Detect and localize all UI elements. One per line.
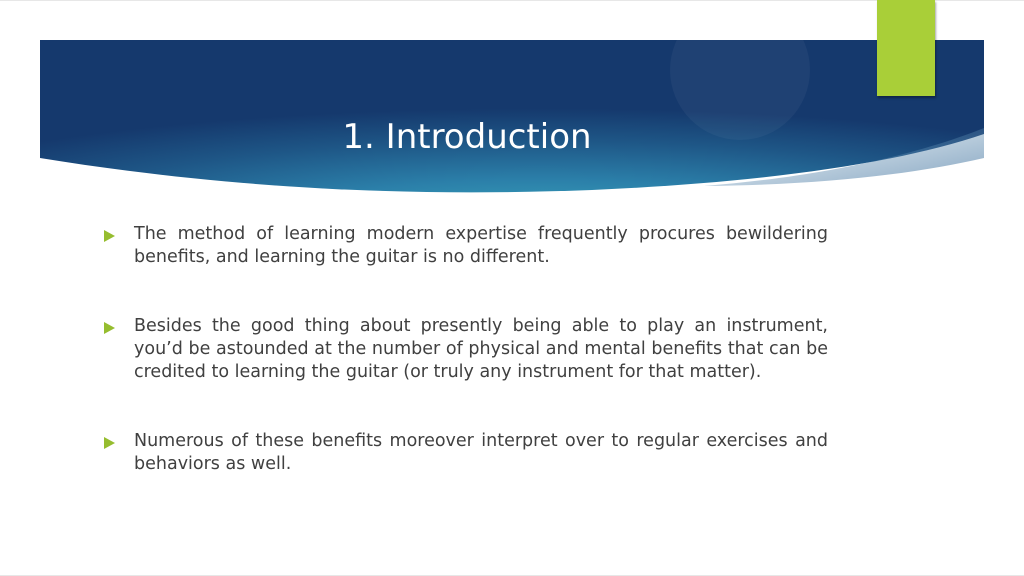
triangle-right-icon xyxy=(104,322,115,334)
bullet-text-1: The method of learning modern expertise frequently procures bewildering benefits, and learning the guitar is no different. xyxy=(134,224,828,267)
bullet-text-2: Besides the good thing about presently being able to play an instrument, you’d be astounded at the number of physical and mental benefits that can be credited to learning the guitar (or truly any instrument for that matter). xyxy=(134,316,828,382)
top-divider xyxy=(0,0,1024,1)
slide-title: 1. Introduction xyxy=(342,116,592,157)
bullet-list xyxy=(104,223,828,476)
bullet-item-2 xyxy=(104,315,828,384)
bullet-item-3 xyxy=(104,430,828,476)
bullet-item-1 xyxy=(104,223,828,269)
bullet-text-3: Numerous of these benefits moreover interpret over to regular exercises and behaviors as well. xyxy=(134,431,828,474)
triangle-right-icon xyxy=(104,230,115,242)
green-accent-tab xyxy=(877,0,935,96)
triangle-right-icon xyxy=(104,437,115,449)
